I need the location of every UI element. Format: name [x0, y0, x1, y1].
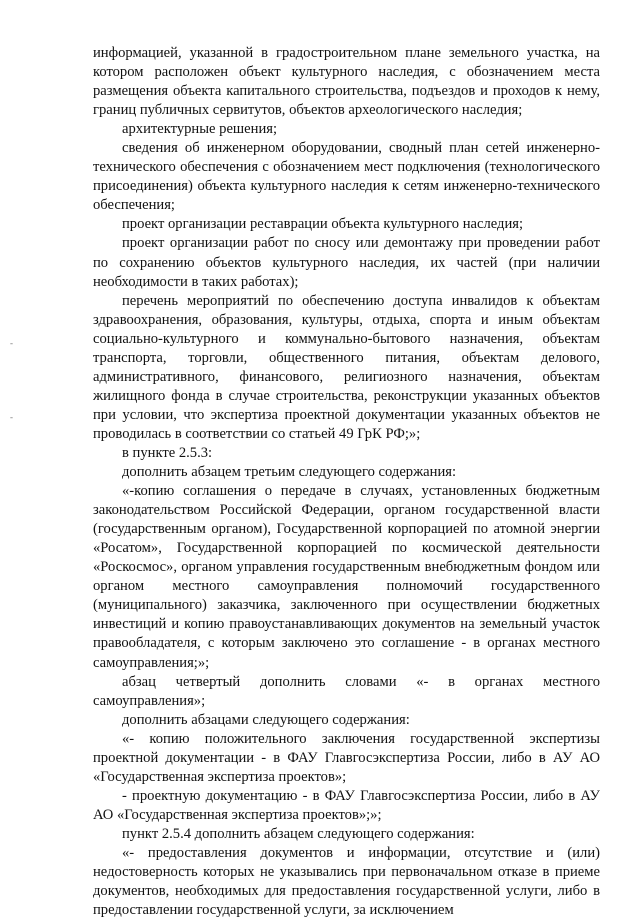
- paragraph-14: пункт 2.5.4 дополнить абзацем следующего содержания:: [122, 825, 475, 842]
- paragraph-3: сведения об инженерном оборудовании, сводный план сетей инженерно-технического обеспечения с обозначением мест подключения (технологического присоединения) объекта культурного наследия к сетям инженерно-технического обеспечения;: [93, 140, 600, 214]
- paragraph-2: архитектурные решения;: [122, 121, 278, 138]
- paragraph-15: «- предоставления документов и информации, отсутствие и (или) недостоверность которых не указывались при первоначальном отказе в приеме документов, необходимых для предоставления государственной услуги, либо в предоставлении государственной услуги, за исключением: [93, 844, 600, 919]
- paragraph-12: «- копию положительного заключения государственной экспертизы проектной документации - в ФАУ Главгосэкспертиза России, либо в АУ АО «Государственная экспертиза проектов»;: [93, 730, 600, 785]
- margin-mark: -: [10, 338, 13, 348]
- paragraph-8: дополнить абзацем третьим следующего содержания:: [122, 464, 457, 481]
- paragraph-1: информацией, указанной в градостроительном плане земельного участка, на котором расположен объект культурного наследия, с обозначением места размещения объекта капитального строительства, подъездов и проходов к нему, границ публичных сервитутов, объектов археологического наследия;: [93, 45, 600, 119]
- margin-mark: -: [10, 412, 13, 422]
- paragraph-6: перечень мероприятий по обеспечению доступа инвалидов к объектам здравоохранения, образования, культуры, отдыха, спорта и иным объектам социально-культурного и коммунально-бытового назначения, объектам транспорта, торговли, общественного питания, объектам делового, административного, финансового, религиозного назначения, объектам жилищного фонда в случае строительства, реконструкции указанных объектов при условии, что экспертиза проектной документации указанных объектов не проводилась в соответствии со статьей 49 ГрК РФ;»;: [93, 292, 600, 442]
- paragraph-13: - проектную документацию - в ФАУ Главгосэкспертиза России, либо в АУ АО «Государственная экспертиза проектов»;»;: [93, 787, 600, 823]
- paragraph-10: абзац четвертый дополнить словами «- в органах местного самоуправления»;: [93, 673, 600, 709]
- paragraph-7: в пункте 2.5.3:: [122, 444, 213, 461]
- paragraph-9: «-копию соглашения о передаче в случаях, установленных бюджетным законодательством Российской Федерации, органом государственной власти (государственным органом), Государственной корпорацией по атомной энергии «Росатом», Государственной корпорацией по космической деятельности «Роскосмос», органом управления государственным внебюджетным фондом или органом местного самоуправления полномочий государственного (муниципального) заказчика, заключенного при осуществлении бюджетных инвестиций и копию правоустанавливающих документов на земельный участок правообладателя, с которым заключено это соглашение - в органах местного самоуправления;»;: [93, 483, 600, 671]
- paragraph-11: дополнить абзацами следующего содержания:: [122, 711, 410, 728]
- paragraph-5: проект организации работ по сносу или демонтажу при проведении работ по сохранению объектов культурного наследия, их частей (при наличии необходимости в таких работах);: [93, 235, 600, 290]
- document-body: [93, 44, 600, 920]
- paragraph-4: проект организации реставрации объекта культурного наследия;: [122, 216, 524, 233]
